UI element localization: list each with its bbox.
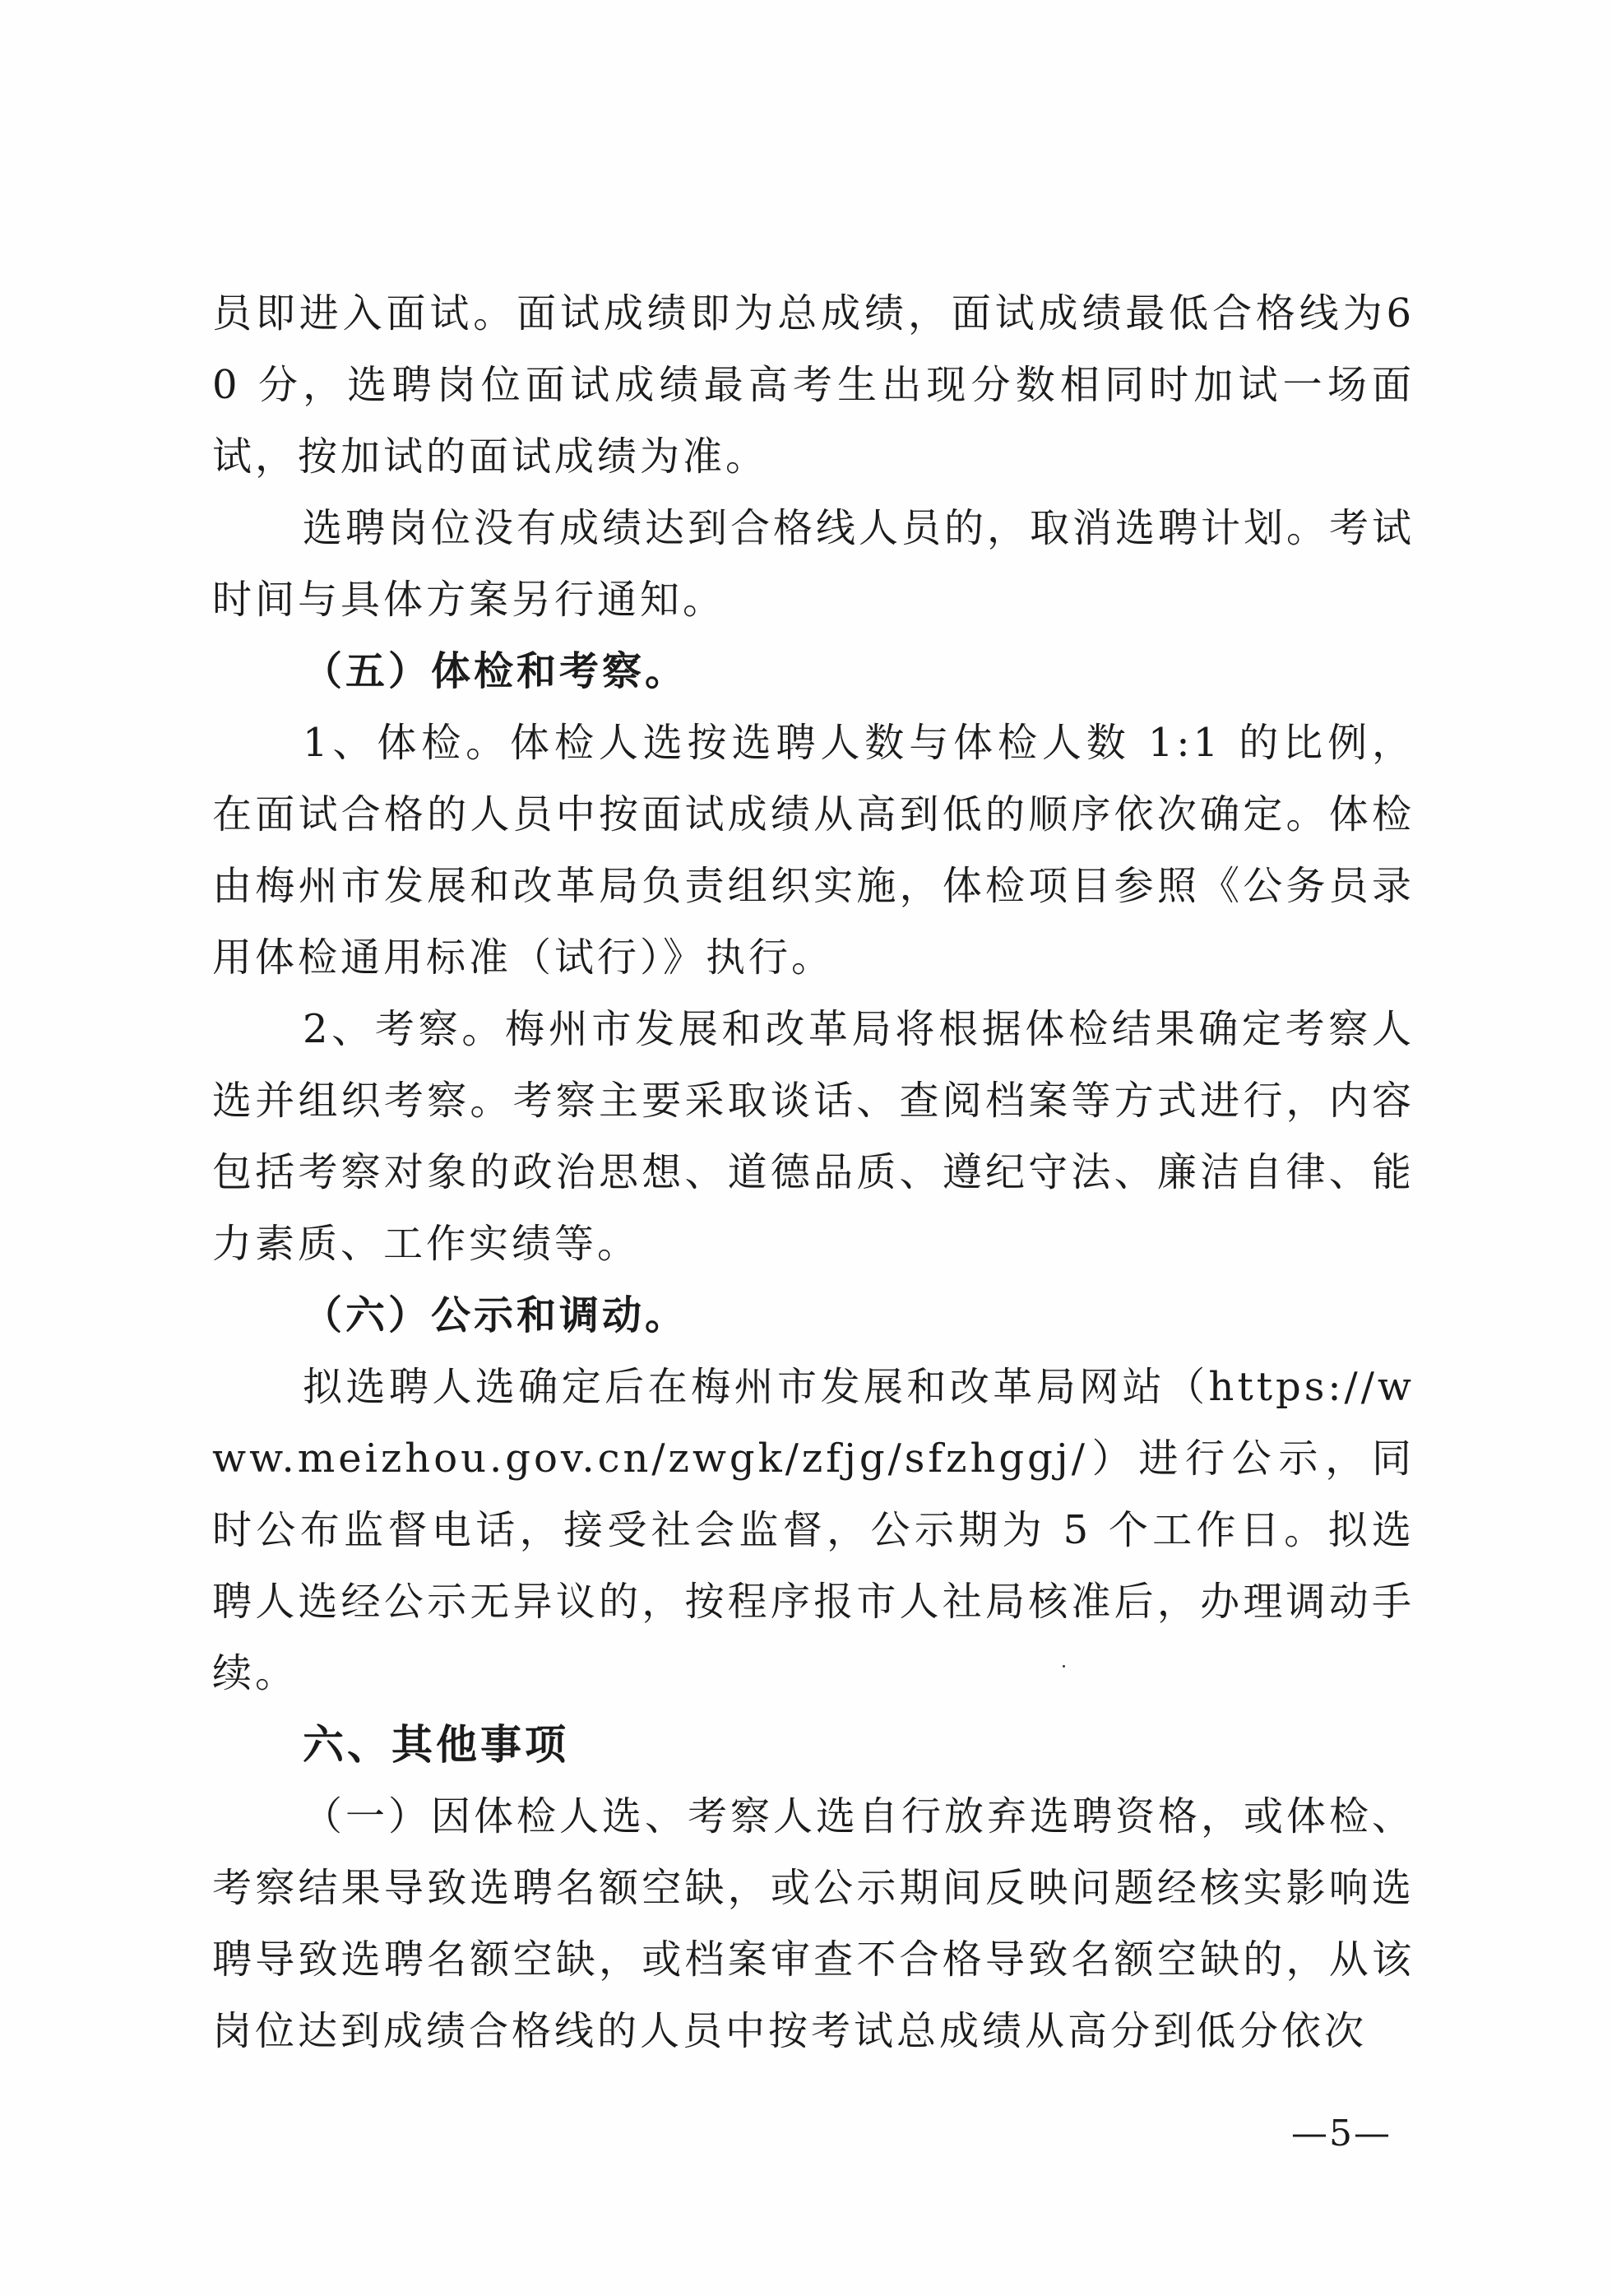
subheading-physical-exam: （五）体检和考察。 (303, 648, 688, 694)
subheading-publicity: （六）公示和调动。 (303, 1292, 688, 1338)
scan-speck (1063, 1665, 1065, 1667)
page-number: —5— (1291, 2113, 1392, 2155)
section-heading-other-matters: 六、其他事项 (303, 1721, 569, 1769)
paragraph-cancel-plan: 选聘岗位没有成绩达到合格线人员的，取消选聘计划。考试时间与具体方案另行通知。 (212, 505, 1415, 623)
paragraph-interview-score: 员即进入面试。面试成绩即为总成绩，面试成绩最低合格线为60 分，选聘岗位面试成绩最高考生出现分数相同时加试一场面试，按加试的面试成绩为准。 (212, 290, 1415, 480)
paragraph-publicity: 拟选聘人选确定后在梅州市发展和改革局网站（https://www.meizhou.gov.cn/zwgk/zfjg/sfzhggj/）进行公示，同时公布监督电话，接受社会监督，公示期为 5 个工作日。拟选聘人选经公示无异议的，按程序报市人社局核准后，办理调动手续。 (212, 1364, 1415, 1696)
document-body (212, 278, 1415, 2067)
paragraph-vacancy: （一）因体检人选、考察人选自行放弃选聘资格，或体检、考察结果导致选聘名额空缺，或公示期间反映问题经核实影响选聘导致选聘名额空缺，或档案审查不合格导致名额空缺的，从该岗位达到成绩合格线的人员中按考试总成绩从高分到低分依次 (212, 1793, 1415, 2054)
paragraph-physical-exam: 1、体检。体检人选按选聘人数与体检人数 1:1 的比例，在面试合格的人员中按面试成绩从高到低的顺序依次确定。体检由梅州市发展和改革局负责组织实施，体检项目参照《公务员录用体检通用标准（试行）》执行。 (212, 720, 1415, 981)
paragraph-inspection: 2、考察。梅州市发展和改革局将根据体检结果确定考察人选并组织考察。考察主要采取谈话、查阅档案等方式进行，内容包括考察对象的政治思想、道德品质、遵纪守法、廉洁自律、能力素质、工作实绩等。 (212, 1006, 1415, 1267)
